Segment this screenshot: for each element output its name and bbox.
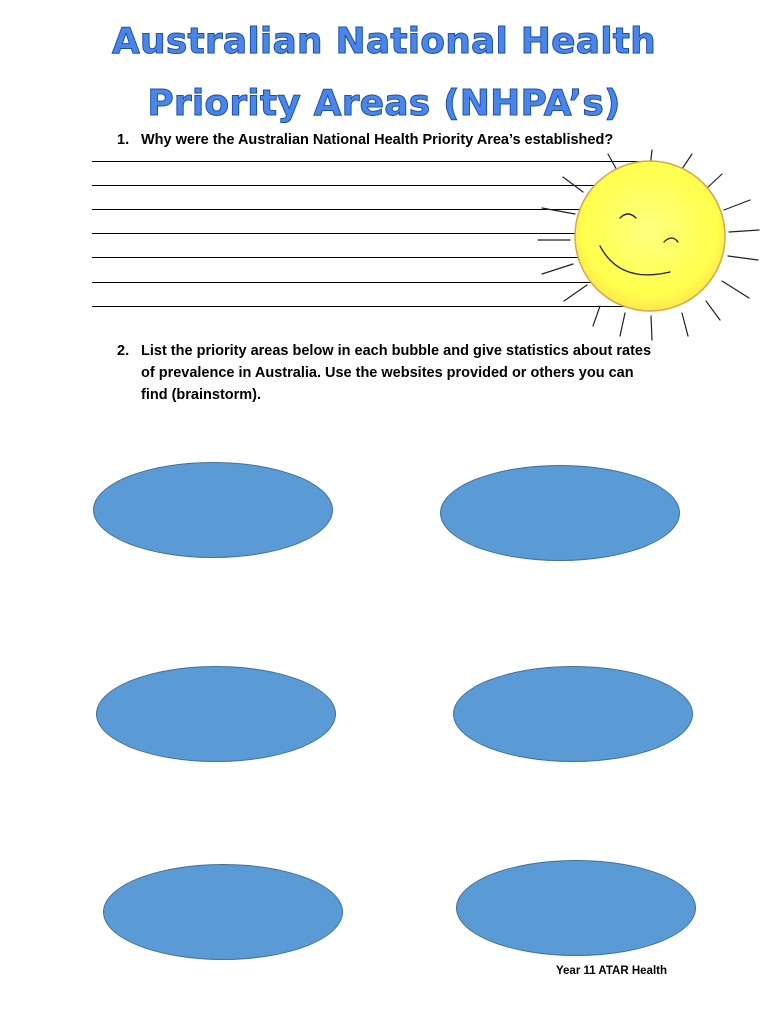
worksheet-title-line-2: Priority Areas (NHPA’s) (147, 83, 621, 124)
question-2 (117, 340, 677, 410)
priority-area-bubble-6[interactable] (456, 860, 696, 956)
priority-area-bubble-3[interactable] (96, 666, 336, 762)
smiling-sun-icon (530, 148, 768, 348)
question-1-text: Why were the Australian National Health Priority Area’s established? (141, 132, 614, 148)
priority-area-bubble-2[interactable] (440, 465, 680, 561)
footer-course-label: Year 11 ATAR Health (556, 965, 667, 977)
question-1-number: 1. (117, 132, 130, 148)
worksheet-title-line-1: Australian National Health (111, 21, 657, 62)
priority-area-bubble-1[interactable] (93, 462, 333, 558)
priority-area-bubble-5[interactable] (103, 864, 343, 960)
priority-area-bubble-4[interactable] (453, 666, 693, 762)
question-2-text: List the priority areas below in each bubble and give statistics about rates of prevalence in Australia. Use the websites provided or others you can find (brainstorm). (141, 343, 652, 403)
question-2-number: 2. (117, 343, 130, 359)
